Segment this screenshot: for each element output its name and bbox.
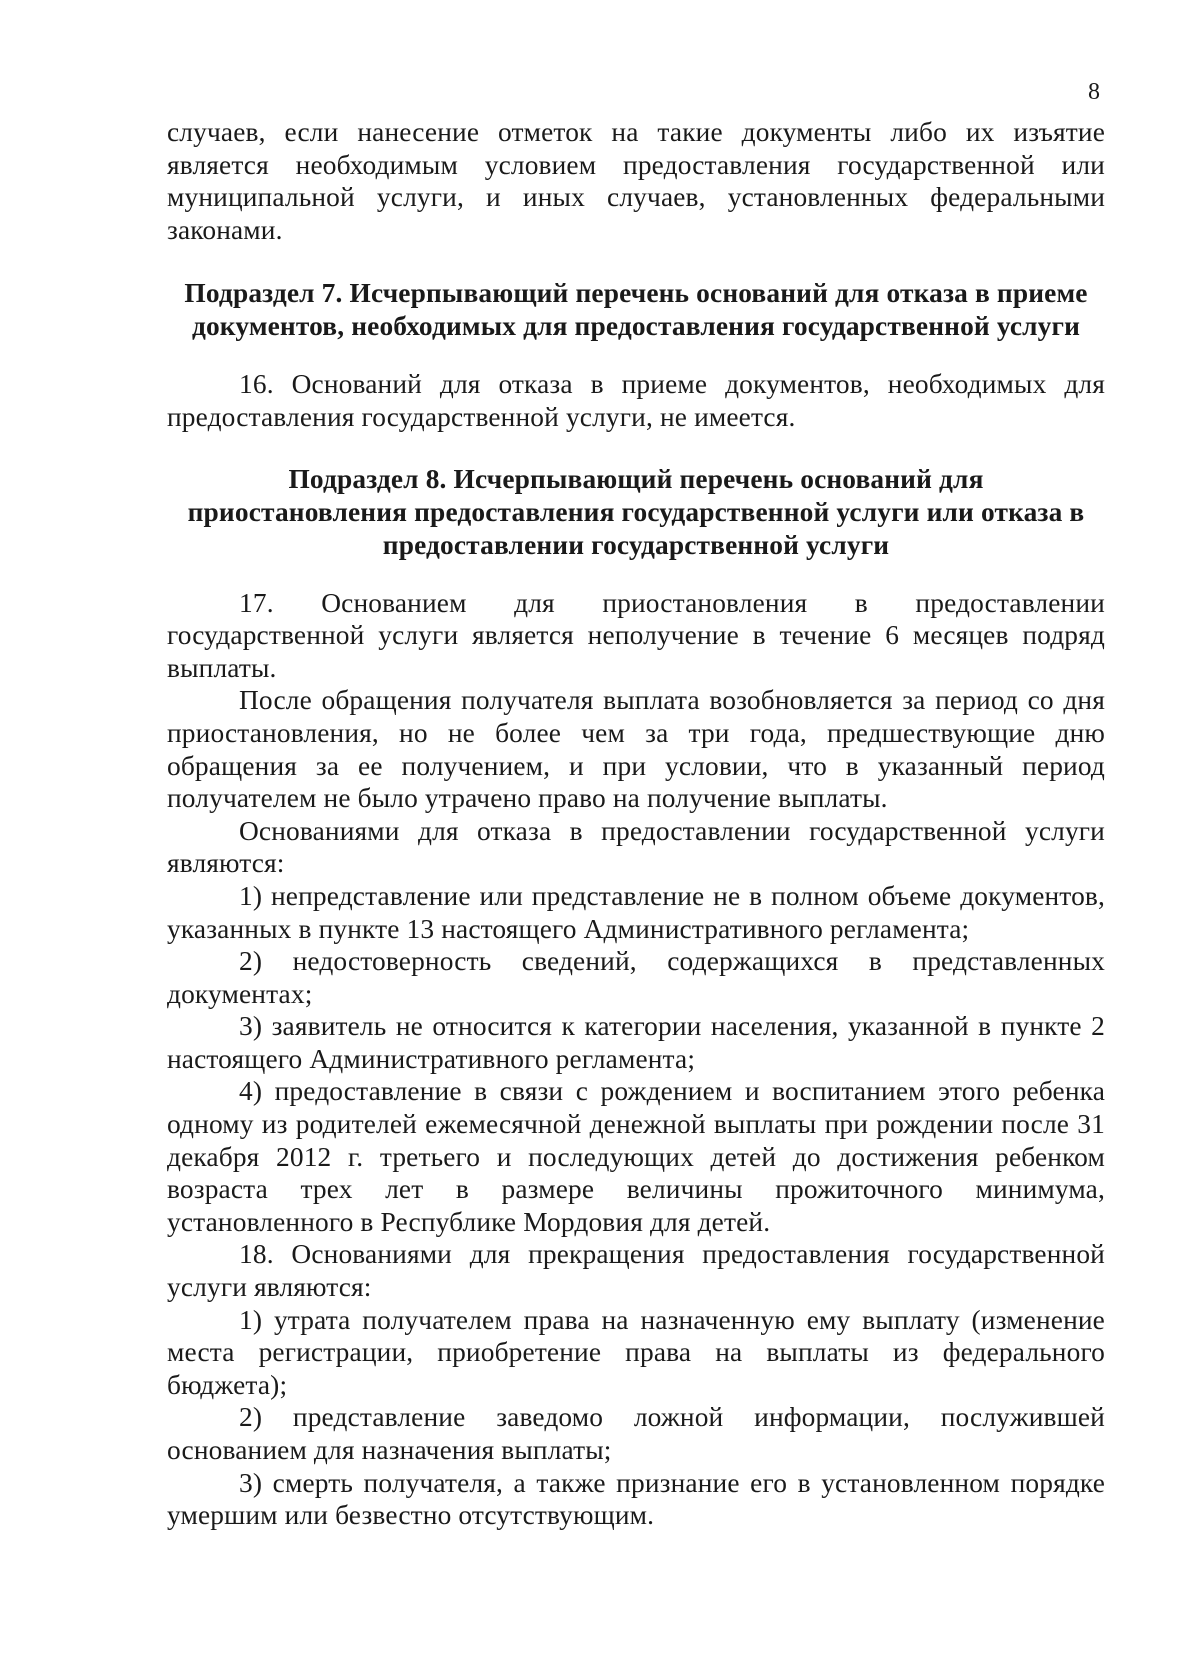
termination-item: 3) смерть получателя, а также признание его в установленном порядке умершим или безвестно отсутствующим. (167, 1467, 1105, 1531)
resumption-paragraph: После обращения получателя выплата возобновляется за период со дня приостановления, но не более чем за три года, предшествующие дню обращения за ее получением, и при условии, что в указанный период получателем не было утрачено право на получение выплаты. (167, 685, 1105, 814)
page-number: 8 (1088, 79, 1100, 105)
item-17-paragraph: 17. Основанием для приостановления в предоставлении государственной услуги является неполучение в течение 6 месяцев подряд выплаты. (167, 587, 1105, 683)
document-body (167, 116, 1105, 1532)
refusal-item: 3) заявитель не относится к категории населения, указанной в пункте 2 настоящего Административного регламента; (167, 1011, 1105, 1074)
refusal-item: 4) предоставление в связи с рождением и воспитанием этого ребенка одному из родителей ежемесячной денежной выплаты при рождении после 31 декабря 2012 г. третьего и последующих детей до достижения ребенком возраста трех лет в размере величины прожиточного минимума, установленного в Республике Мордовия для детей. (167, 1076, 1105, 1237)
refusal-intro-paragraph: Основаниями для отказа в предоставлении государственной услуги являются: (167, 815, 1105, 879)
item-18-paragraph: 18. Основаниями для прекращения предоставления государственной услуги являются: (167, 1239, 1105, 1303)
termination-item: 2) представление заведомо ложной информации, послужившей основанием для назначения выплаты; (167, 1402, 1105, 1465)
termination-item: 1) утрата получателем права на назначенную ему выплату (изменение места регистрации, приобретение права на выплаты из федерального бюджета); (167, 1304, 1105, 1400)
subsection-7-heading (167, 277, 1105, 343)
subsection-7-heading-line: Подраздел 7. Исчерпывающий перечень оснований для отказа в приеме (184, 278, 1088, 309)
subsection-8-heading-line: приостановления предоставления государственной услуги или отказа в (187, 496, 1085, 527)
subsection-8-heading-line: Подраздел 8. Исчерпывающий перечень оснований для (288, 463, 984, 494)
refusal-item: 2) недостоверность сведений, содержащихся в представленных документах; (167, 946, 1105, 1009)
subsection-8-heading (167, 463, 1105, 562)
intro-paragraph: случаев, если нанесение отметок на такие документы либо их изъятие является необходимым условием предоставления государственной или муниципальной услуги, и иных случаев, установленных федеральными законами. (167, 117, 1105, 245)
refusal-item: 1) непредставление или представление не в полном объеме документов, указанных в пункте 13 настоящего Административного регламента; (167, 880, 1105, 944)
item-16-paragraph: 16. Оснований для отказа в приеме документов, необходимых для предоставления государственной услуги, не имеется. (167, 369, 1105, 432)
subsection-8-heading-line: предоставлении государственной услуги (382, 529, 890, 560)
subsection-7-heading-line: документов, необходимых для предоставления государственной услуги (191, 311, 1081, 342)
